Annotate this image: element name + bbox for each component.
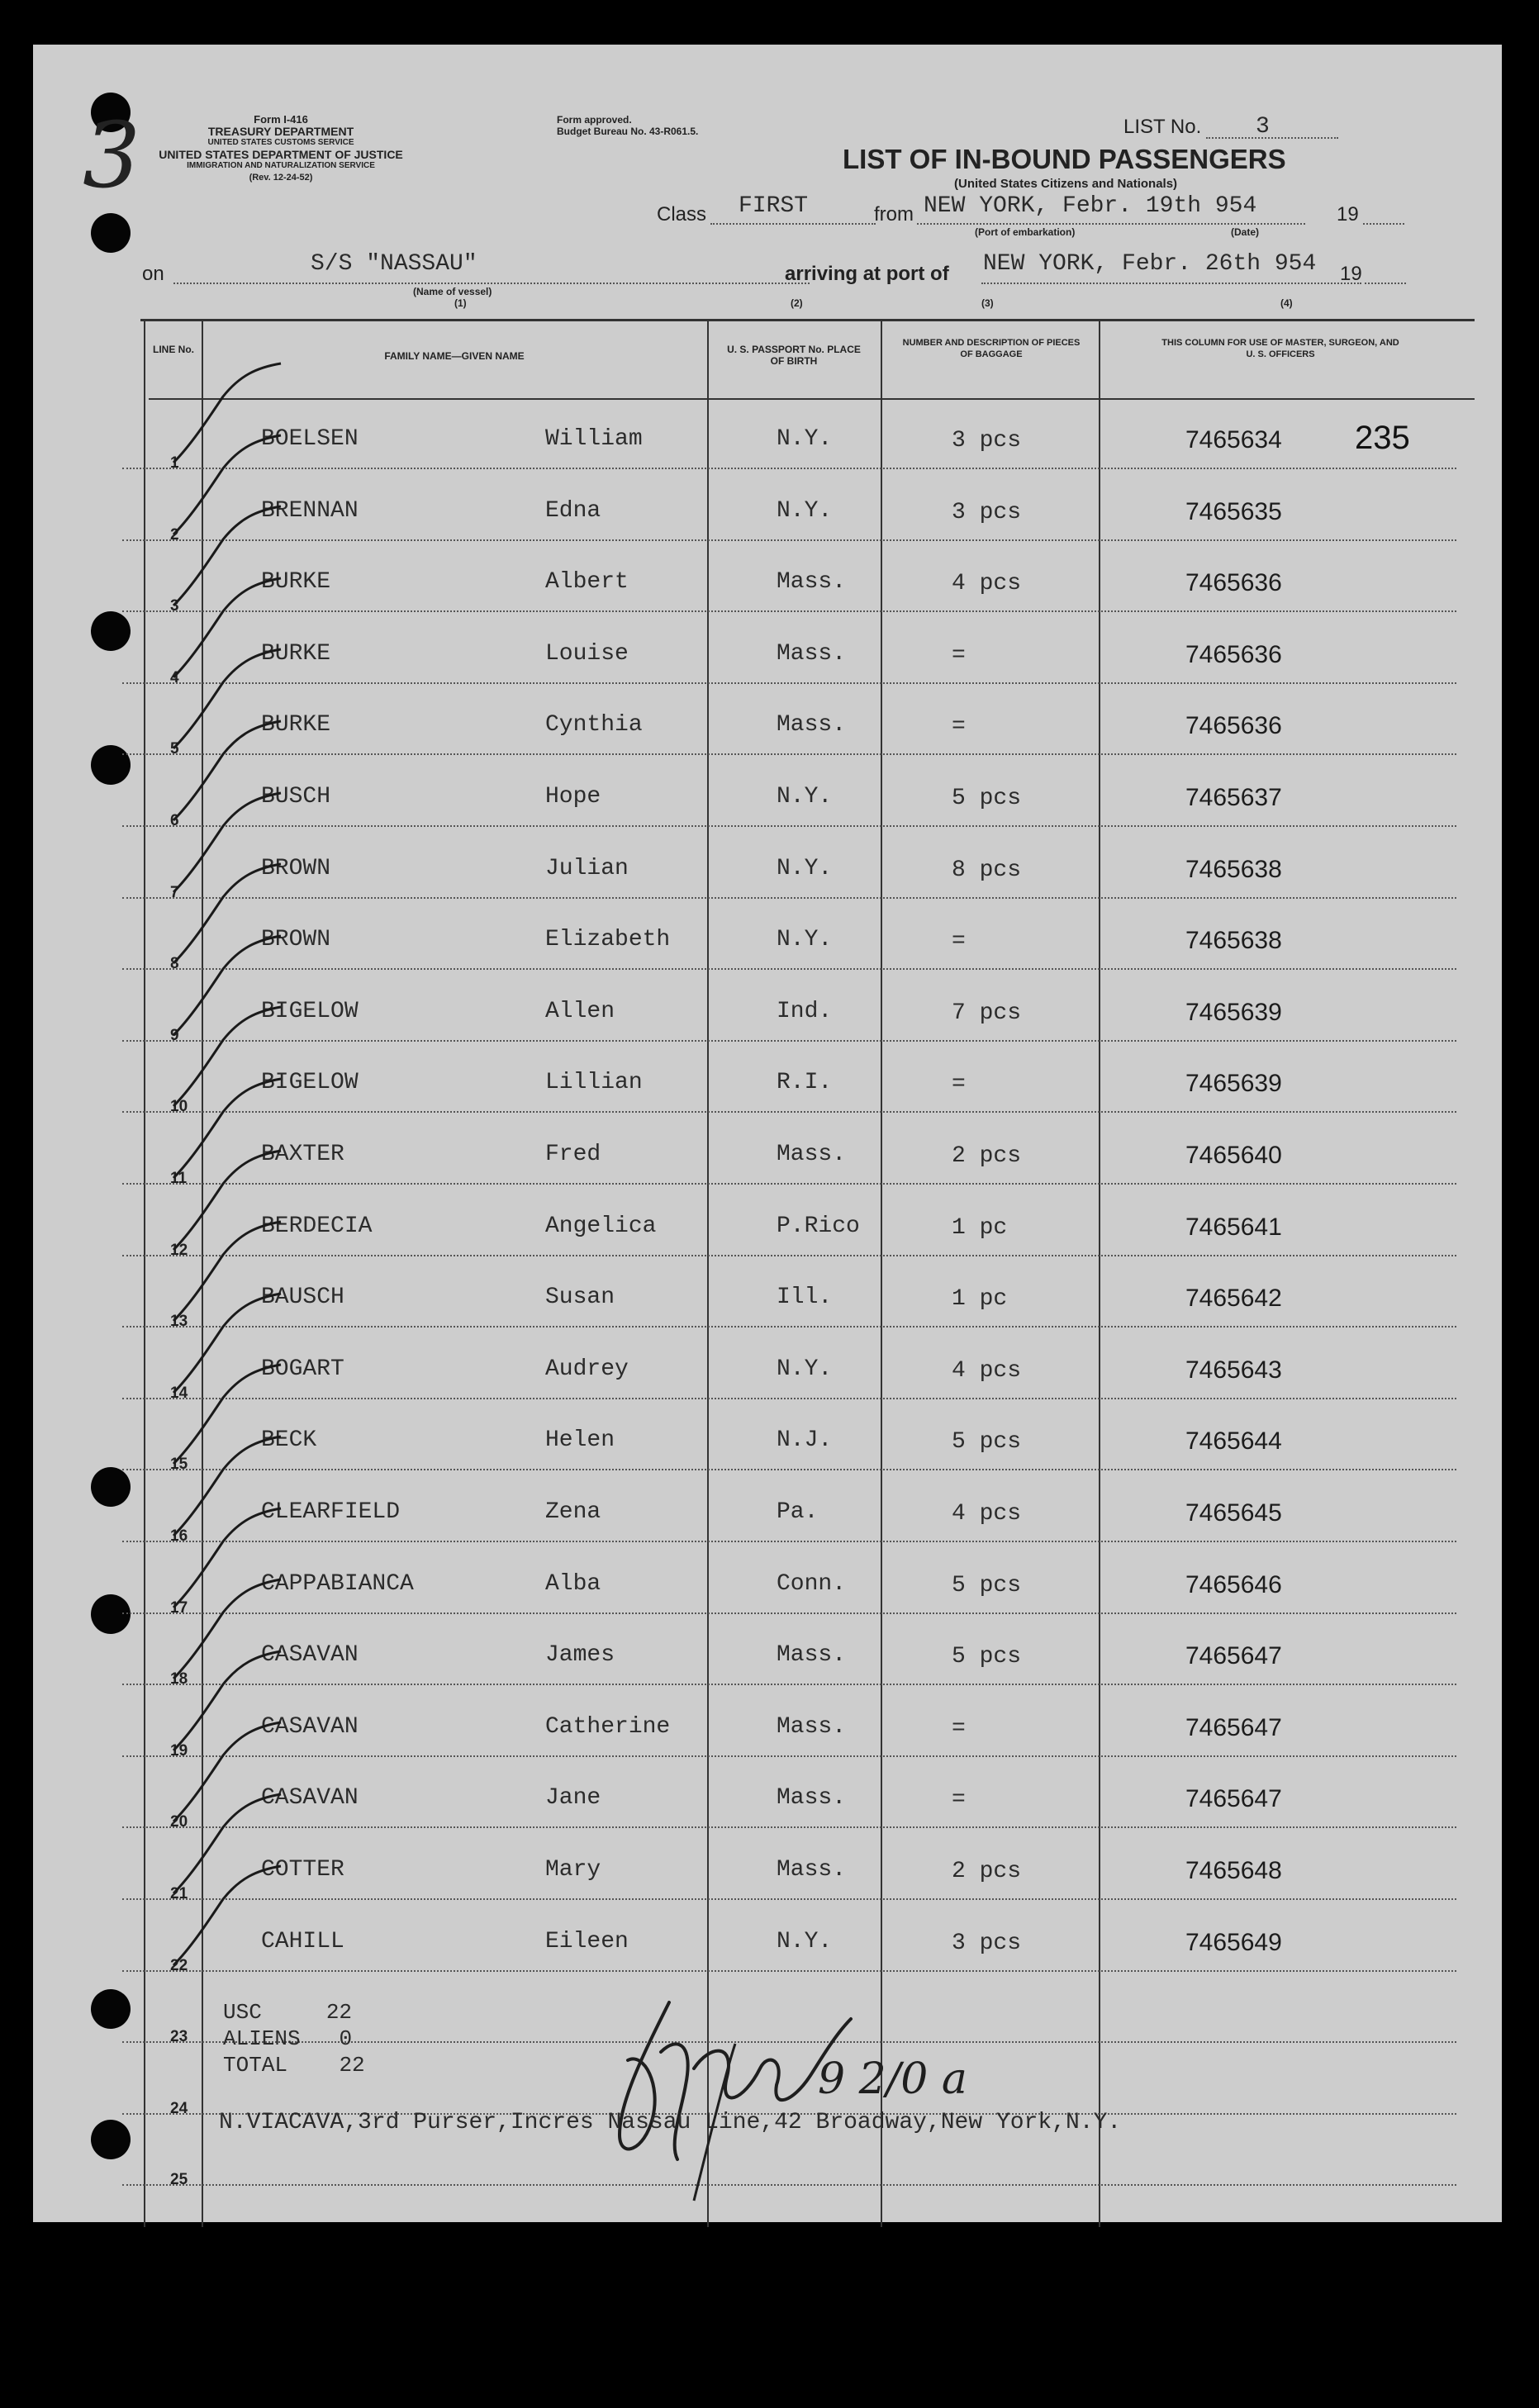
row-officer-number: 7465641 xyxy=(1185,1213,1282,1241)
row-family-name: BUSCH xyxy=(261,784,331,810)
row-family-name: BURKE xyxy=(261,641,331,667)
row-place-of-birth: Mass. xyxy=(777,1785,847,1811)
row-given-name: Edna xyxy=(545,498,601,524)
header-bottom-border xyxy=(149,398,1475,400)
row-rule xyxy=(122,1684,1456,1685)
row-rule xyxy=(122,1040,1456,1042)
row-given-name: Alba xyxy=(545,1571,601,1597)
row-baggage: = xyxy=(952,1071,966,1097)
from-value: NEW YORK, Febr. 19th 954 xyxy=(924,193,1257,219)
from-line xyxy=(917,223,1305,225)
row-line-number: 13 xyxy=(170,1313,188,1330)
row-given-name: Mary xyxy=(545,1857,601,1883)
row-line-number: 18 xyxy=(170,1670,188,1688)
row-baggage: 3 pcs xyxy=(952,428,1022,454)
row-officer-number: 7465649 xyxy=(1185,1929,1282,1956)
row-place-of-birth: Conn. xyxy=(777,1571,847,1597)
row-family-name: BERDECIA xyxy=(261,1213,373,1239)
aliens-label: ALIENS xyxy=(223,2026,301,2051)
row-line-number: 1 xyxy=(170,454,179,472)
row-officer-number: 7465648 xyxy=(1185,1857,1282,1884)
row-officer-number: 7465639 xyxy=(1185,1070,1282,1097)
row-baggage: 1 pc xyxy=(952,1286,1008,1312)
customs-service: UNITED STATES CUSTOMS SERVICE xyxy=(207,138,354,147)
row-officer-number: 7465639 xyxy=(1185,999,1282,1026)
row-officer-number: 7465634 xyxy=(1185,426,1282,454)
row-family-name: BIGELOW xyxy=(261,1070,359,1095)
form-subtitle: (United States Citizens and Nationals) xyxy=(954,177,1178,191)
row-baggage: = xyxy=(952,714,966,739)
name-col-border xyxy=(707,319,709,2227)
usc-count: 22 xyxy=(325,2000,353,2025)
row-officer-number: 7465635 xyxy=(1185,498,1282,525)
class-label: Class xyxy=(657,203,707,226)
year-line xyxy=(1363,223,1404,225)
row-baggage: 4 pcs xyxy=(952,571,1022,596)
row-place-of-birth: N.Y. xyxy=(777,927,833,952)
row-place-of-birth: Mass. xyxy=(777,641,847,667)
aliens-row xyxy=(223,2026,365,2052)
row-baggage: 8 pcs xyxy=(952,857,1022,883)
row-given-name: Elizabeth xyxy=(545,927,671,952)
row-baggage: 1 pc xyxy=(952,1215,1008,1241)
aliens-count: 0 xyxy=(339,2026,353,2051)
row-line-number: 16 xyxy=(170,1527,188,1545)
totals-block xyxy=(223,1999,365,2078)
row-given-name: Hope xyxy=(545,784,601,810)
treasury-dept: TREASURY DEPARTMENT xyxy=(207,125,354,138)
row-officer-number: 7465636 xyxy=(1185,712,1282,739)
row-baggage: 5 pcs xyxy=(952,1644,1022,1669)
row-family-name: BURKE xyxy=(261,712,331,738)
row-baggage: = xyxy=(952,643,966,668)
handwritten-list-number: 3 xyxy=(83,102,140,208)
row-family-name: CAPPABIANCA xyxy=(261,1571,414,1597)
vessel-name: S/S "NASSAU" xyxy=(311,251,477,277)
row-place-of-birth: Mass. xyxy=(777,1142,847,1167)
row-place-of-birth: Mass. xyxy=(777,1642,847,1668)
row-officer-number: 7465638 xyxy=(1185,927,1282,954)
col-num-2: (2) xyxy=(791,297,803,309)
row-rule xyxy=(122,1898,1456,1900)
budget-bureau: Budget Bureau No. 43-R061.5. xyxy=(557,126,699,137)
col-header-name: FAMILY NAME—GIVEN NAME xyxy=(384,350,525,362)
row-given-name: Cynthia xyxy=(545,712,643,738)
row-officer-number: 7465640 xyxy=(1185,1142,1282,1169)
usc-row xyxy=(223,1999,365,2026)
row-family-name: BROWN xyxy=(261,856,331,881)
row-given-name: Lillian xyxy=(545,1070,643,1095)
row-place-of-birth: N.Y. xyxy=(777,1929,833,1954)
margin-note: 235 xyxy=(1355,420,1410,456)
row-family-name: CLEARFIELD xyxy=(261,1499,401,1525)
row-officer-number: 7465645 xyxy=(1185,1499,1282,1527)
form-approved: Form approved. xyxy=(557,114,632,126)
row-place-of-birth: N.Y. xyxy=(777,426,833,452)
class-line xyxy=(710,223,876,225)
row-line-number: 10 xyxy=(170,1098,188,1115)
row-given-name: Allen xyxy=(545,999,615,1024)
row-rule xyxy=(122,1111,1456,1113)
row-family-name: COTTER xyxy=(261,1857,344,1883)
row-place-of-birth: Pa. xyxy=(777,1499,819,1525)
row-baggage: = xyxy=(952,1716,966,1741)
row-given-name: Julian xyxy=(545,856,629,881)
row-given-name: Fred xyxy=(545,1142,601,1167)
vessel-col-num: (1) xyxy=(454,297,467,309)
row-rule xyxy=(122,1469,1456,1470)
purser-line: N.VIACAVA,3rd Purser,Incres Nassau Line,42 Broadway,New York,N.Y. xyxy=(219,2110,1122,2135)
row-officer-number: 7465646 xyxy=(1185,1571,1282,1598)
row-place-of-birth: P.Rico xyxy=(777,1213,860,1239)
row-place-of-birth: Ill. xyxy=(777,1285,833,1310)
arriving-line xyxy=(981,283,1361,284)
row-baggage: 5 pcs xyxy=(952,1573,1022,1598)
row-officer-number: 7465637 xyxy=(1185,784,1282,811)
row-line-number: 12 xyxy=(170,1242,188,1259)
table-top-border xyxy=(140,319,1475,321)
row-line-number: 2 xyxy=(170,526,179,544)
row-given-name: William xyxy=(545,426,643,452)
row-rule xyxy=(122,825,1456,827)
row-given-name: James xyxy=(545,1642,615,1668)
row-rule xyxy=(122,753,1456,755)
row-line-number: 5 xyxy=(170,740,179,758)
punch-hole xyxy=(91,2120,131,2159)
row-place-of-birth: Mass. xyxy=(777,569,847,595)
row-family-name: BURKE xyxy=(261,569,331,595)
row-rule xyxy=(122,1755,1456,1757)
col-header-officers: THIS COLUMN FOR USE OF MASTER, SURGEON, AND U. S. OFFICERS xyxy=(1161,338,1399,359)
row-line-number: 6 xyxy=(170,812,179,829)
row-line-number: 20 xyxy=(170,1813,188,1831)
row-family-name: BAUSCH xyxy=(261,1285,344,1310)
row-officer-number: 7465638 xyxy=(1185,856,1282,883)
punch-hole xyxy=(91,745,131,785)
row-baggage: = xyxy=(952,1787,966,1812)
ins-service: IMMIGRATION AND NATURALIZATION SERVICE xyxy=(187,161,375,170)
row-officer-number: 7465647 xyxy=(1185,1785,1282,1812)
row-place-of-birth: Ind. xyxy=(777,999,833,1024)
row-family-name: CAHILL xyxy=(261,1929,344,1954)
revision: (Rev. 12-24-52) xyxy=(249,173,313,183)
row-given-name: Zena xyxy=(545,1499,601,1525)
row-place-of-birth: Mass. xyxy=(777,1857,847,1883)
form-number: Form I-416 xyxy=(254,113,308,126)
row-family-name: BECK xyxy=(261,1427,317,1453)
on-label: on xyxy=(142,263,164,285)
row-line-number: 14 xyxy=(170,1384,188,1402)
row-rule xyxy=(122,1612,1456,1614)
year-prefix-2: 19 xyxy=(1340,263,1362,285)
row-place-of-birth: N.Y. xyxy=(777,856,833,881)
row-family-name: CASAVAN xyxy=(261,1642,359,1668)
row-given-name: Helen xyxy=(545,1427,615,1453)
row-line-number: 3 xyxy=(170,597,179,615)
row-rule xyxy=(122,897,1456,899)
arriving-value: NEW YORK, Febr. 26th 954 xyxy=(983,251,1317,277)
row-baggage: 5 pcs xyxy=(952,786,1022,811)
check-mark-icon xyxy=(157,1866,289,1982)
row-given-name: Susan xyxy=(545,1285,615,1310)
vessel-line xyxy=(173,283,810,284)
row-baggage: 3 pcs xyxy=(952,1931,1022,1956)
row-baggage: = xyxy=(952,929,966,954)
date-caption: (Date) xyxy=(1231,226,1260,238)
row-family-name: BROWN xyxy=(261,927,331,952)
punch-hole xyxy=(91,1594,131,1634)
row-officer-number: 7465647 xyxy=(1185,1714,1282,1741)
port-embark-caption: (Port of embarkation) xyxy=(975,226,1076,238)
row-given-name: Catherine xyxy=(545,1714,671,1740)
row-place-of-birth: Mass. xyxy=(777,712,847,738)
row-place-of-birth: N.Y. xyxy=(777,1356,833,1382)
row-given-name: Louise xyxy=(545,641,629,667)
row-line-number: 7 xyxy=(170,884,179,901)
row-officer-number: 7465642 xyxy=(1185,1285,1282,1312)
row-baggage: 2 pcs xyxy=(952,1859,1022,1884)
row-line-number: 19 xyxy=(170,1742,188,1760)
check-mark-stroke xyxy=(173,1866,281,1965)
row-rule xyxy=(122,468,1456,469)
punch-hole xyxy=(91,1467,131,1507)
class-value: FIRST xyxy=(739,193,809,219)
agency-block xyxy=(124,114,438,183)
row-line-number: 23 xyxy=(170,2028,188,2045)
row-place-of-birth: R.I. xyxy=(777,1070,833,1095)
total-row xyxy=(223,2052,365,2078)
row-officer-number: 7465636 xyxy=(1185,641,1282,668)
approval-block xyxy=(557,114,698,137)
from-label: from xyxy=(874,203,914,226)
row-given-name: Angelica xyxy=(545,1213,657,1239)
list-no-value: 3 xyxy=(1256,114,1270,140)
row-rule xyxy=(122,682,1456,684)
list-no-label: LIST No. xyxy=(1123,116,1202,138)
col-header-line: LINE No. xyxy=(153,344,194,355)
row-given-name: Jane xyxy=(545,1785,601,1811)
row-family-name: BRENNAN xyxy=(261,498,359,524)
row-line-number: 25 xyxy=(170,2171,188,2188)
row-line-number: 11 xyxy=(170,1170,188,1187)
row-baggage: 2 pcs xyxy=(952,1143,1022,1169)
col-num-4: (4) xyxy=(1280,297,1293,309)
row-line-number: 17 xyxy=(170,1599,188,1617)
row-rule xyxy=(122,1255,1456,1256)
row-place-of-birth: N.J. xyxy=(777,1427,833,1453)
row-rule xyxy=(122,1398,1456,1399)
list-no-line xyxy=(1206,137,1338,139)
row-baggage: 4 pcs xyxy=(952,1358,1022,1384)
row-rule xyxy=(122,968,1456,970)
row-officer-number: 7465644 xyxy=(1185,1427,1282,1455)
row-line-number: 8 xyxy=(170,955,179,972)
total-label: TOTAL xyxy=(223,2053,288,2078)
row-rule xyxy=(122,1183,1456,1185)
row-baggage: 5 pcs xyxy=(952,1429,1022,1455)
row-family-name: BOGART xyxy=(261,1356,344,1382)
arriving-label: arriving at port of xyxy=(785,263,949,285)
row-family-name: CASAVAN xyxy=(261,1785,359,1811)
manifest-page xyxy=(33,45,1502,2222)
form-title: LIST OF IN-BOUND PASSENGERS xyxy=(843,144,1286,174)
row-rule xyxy=(122,1541,1456,1542)
row-baggage: 4 pcs xyxy=(952,1501,1022,1527)
row-given-name: Audrey xyxy=(545,1356,629,1382)
row-officer-number: 7465636 xyxy=(1185,569,1282,596)
row-rule xyxy=(122,1826,1456,1828)
baggage-col-border xyxy=(1099,319,1100,2227)
row-family-name: CASAVAN xyxy=(261,1714,359,1740)
row-baggage: 3 pcs xyxy=(952,500,1022,525)
row-rule xyxy=(122,539,1456,541)
row-line-number: 15 xyxy=(170,1456,188,1473)
vessel-caption: (Name of vessel) xyxy=(413,286,492,297)
row-place-of-birth: Mass. xyxy=(777,1714,847,1740)
row-line-number: 24 xyxy=(170,2100,188,2117)
year-line-2 xyxy=(1365,283,1406,284)
row-family-name: BIGELOW xyxy=(261,999,359,1024)
row-line-number: 9 xyxy=(170,1027,179,1044)
total-count: 22 xyxy=(339,2053,365,2078)
row-rule xyxy=(122,1326,1456,1327)
punch-hole xyxy=(91,1989,131,2029)
row-officer-number: 7465643 xyxy=(1185,1356,1282,1384)
passport-col-border xyxy=(881,319,882,2227)
punch-hole xyxy=(91,611,131,651)
col-num-3: (3) xyxy=(981,297,994,309)
row-line-number: 22 xyxy=(170,1957,188,1974)
punch-hole xyxy=(91,213,131,253)
row-given-name: Eileen xyxy=(545,1929,629,1954)
row-place-of-birth: N.Y. xyxy=(777,498,833,524)
usc-label: USC xyxy=(223,2000,262,2025)
signature-note: 9 2/0 a xyxy=(818,2054,967,2104)
col-header-baggage: NUMBER AND DESCRIPTION OF PIECES OF BAGGAGE xyxy=(902,338,1081,359)
row-officer-number: 7465647 xyxy=(1185,1642,1282,1669)
row-rule xyxy=(122,610,1456,612)
row-family-name: BAXTER xyxy=(261,1142,344,1167)
year-prefix: 19 xyxy=(1337,203,1359,226)
table-left-border xyxy=(144,319,145,2227)
row-line-number: 21 xyxy=(170,1885,188,1902)
justice-dept: UNITED STATES DEPARTMENT OF JUSTICE xyxy=(159,148,403,161)
row-place-of-birth: N.Y. xyxy=(777,784,833,810)
row-given-name: Albert xyxy=(545,569,629,595)
col-header-passport: U. S. PASSPORT No. PLACE OF BIRTH xyxy=(727,344,861,367)
row-baggage: 7 pcs xyxy=(952,1000,1022,1026)
row-line-number: 4 xyxy=(170,669,179,686)
row-family-name: BOELSEN xyxy=(261,426,359,452)
handwritten-signature xyxy=(570,1953,967,2217)
